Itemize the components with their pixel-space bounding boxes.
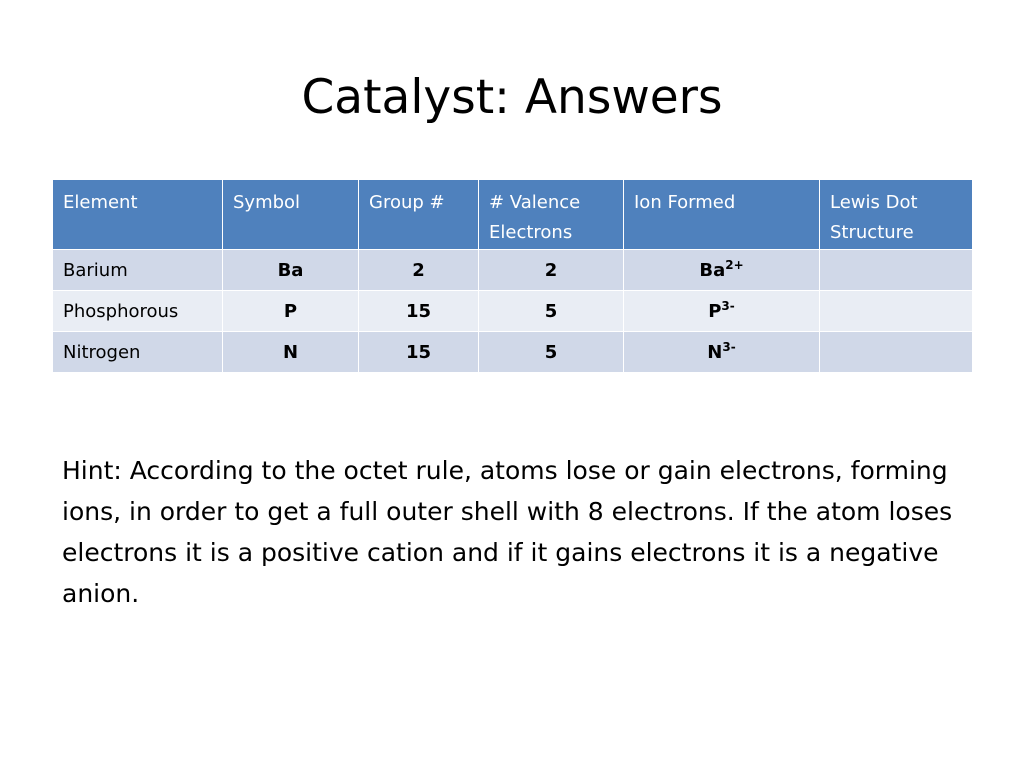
cell-symbol: P — [223, 291, 359, 332]
ion-charge: 2+ — [725, 257, 744, 272]
table-row — [53, 332, 973, 373]
cell-symbol: N — [223, 332, 359, 373]
slide-title: Catalyst: Answers — [301, 70, 723, 125]
ion-charge: 3- — [721, 298, 735, 313]
ion-base: P — [708, 300, 722, 322]
ion-base: N — [707, 341, 723, 363]
cell-lewis-dot — [820, 250, 973, 291]
cell-group: 2 — [359, 250, 479, 291]
cell-ion-formed — [624, 291, 820, 332]
cell-valence: 2 — [479, 250, 624, 291]
cell-symbol: Ba — [223, 250, 359, 291]
cell-ion-formed — [624, 332, 820, 373]
cell-group: 15 — [359, 291, 479, 332]
ion-charge: 3- — [722, 339, 736, 354]
table-row — [53, 291, 973, 332]
cell-lewis-dot — [820, 291, 973, 332]
table-header-row — [53, 180, 973, 250]
cell-element: Phosphorous — [53, 291, 223, 332]
header-group: Group # — [359, 180, 479, 250]
cell-valence: 5 — [479, 291, 624, 332]
answers-table — [52, 179, 973, 373]
cell-element: Nitrogen — [53, 332, 223, 373]
cell-element: Barium — [53, 250, 223, 291]
hint-text: Hint: According to the octet rule, atoms lose or gain electrons, forming ions, in order to get a full outer shell with 8 electrons. If the atom loses electrons it is a positive cation and if it gains electrons it is a negative anion. — [62, 456, 953, 608]
header-symbol: Symbol — [223, 180, 359, 250]
cell-valence: 5 — [479, 332, 624, 373]
header-ion-formed: Ion Formed — [624, 180, 820, 250]
cell-ion-formed — [624, 250, 820, 291]
header-element: Element — [53, 180, 223, 250]
cell-group: 15 — [359, 332, 479, 373]
ion-base: Ba — [699, 259, 726, 281]
header-lewis-dot-structure: Lewis Dot Structure — [820, 180, 973, 250]
header-valence-electrons: # Valence Electrons — [479, 180, 624, 250]
table-row — [53, 250, 973, 291]
cell-lewis-dot — [820, 332, 973, 373]
